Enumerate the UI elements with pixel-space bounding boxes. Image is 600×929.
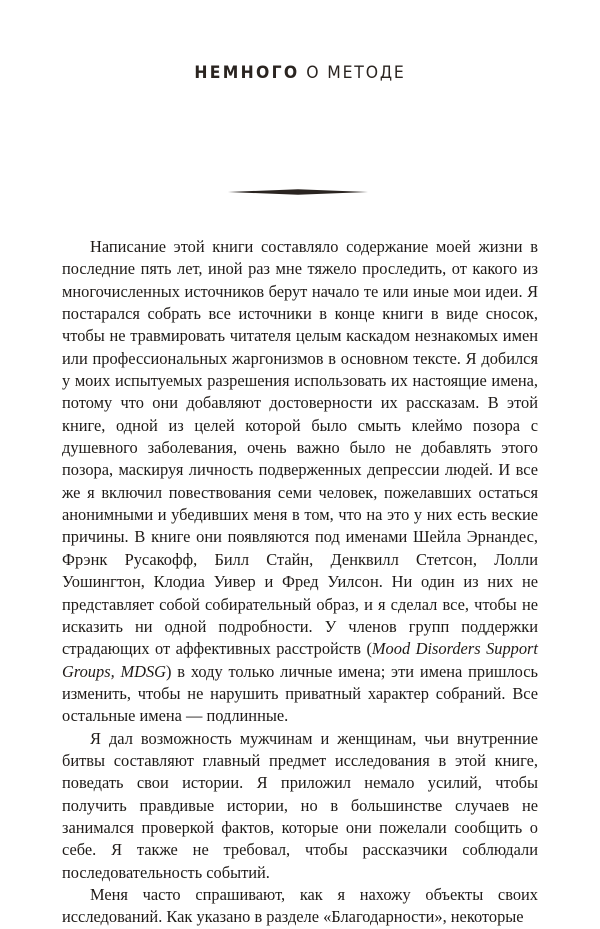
chapter-title	[24, 63, 576, 83]
paragraph-1-italic-separator: ,	[110, 661, 121, 681]
paragraph-1-italic-term: Mood Disorders Support Groups	[62, 639, 538, 681]
paragraph-1-text-a: Написание этой книги составляло содержание моей жизни в последние пять лет, иной раз мне тяжело проследить, от какого из многочисленных источников берут начало те или иные мои идеи. Я постарался собрать все источники в конце книги в виде сносок, чтобы не травмировать читателя целым каскадом незнакомых имен или профессиональных жаргонизмов в основном тексте. Я добился у моих испытуемых разрешения использовать их настоящие имена, потому что они добавляют достоверности их рассказам. В этой книге, одной из целей которой было смыть клеймо позора с душевного заболевания, очень важно было не добавлять этого позора, маскируя личность подверженных депрессии людей. И все же я включил повествования семи человек, пожелавших остаться анонимными и убедивших меня в том, что на это у них есть веские причины. В книге они появляются под именами Шейла Эрнандес, Фрэнк Русакофф, Билл Стайн, Денквилл Стетсон, Лолли Уошингтон, Клодиа Уивер и Фред Уилсон. Ни один из них не представляет собой собирательный образ, и я сделал все, чтобы не исказить ни одной подробности. У членов групп поддержки страдающих от аффективных расстройств (	[62, 237, 538, 659]
paragraph-2: Я дал возможность мужчинам и женщинам, чьи внутренние битвы составляют главный предмет исследования в этой книге, поведать свои истории. Я приложил немало усилий, чтобы получить правдивые истории, но в большинстве случаев не занимался проверкой фактов, которые они пожелали сообщить о себе. Я также не требовал, чтобы рассказчики соблюдали последовательность событий.	[62, 728, 538, 882]
paragraph-3: Меня часто спрашивают, как я нахожу объекты своих исследований. Как указано в разделе «Благодарности», некоторые	[62, 884, 538, 927]
paragraph-1-text-b: ) в ходу только личные имена; эти имена пришлось изменить, чтобы не нарушить приватный характер собраний. Все остальные имена — подлинные.	[62, 661, 538, 726]
ornament-divider-icon	[228, 187, 368, 197]
body-text	[62, 236, 538, 929]
chapter-title-rest: О МЕТОДЕ	[306, 63, 406, 83]
paragraph-1	[62, 236, 538, 728]
paragraph-1-italic-abbr: MDSG	[120, 661, 167, 681]
chapter-title-bold: НЕМНОГО	[194, 63, 300, 83]
